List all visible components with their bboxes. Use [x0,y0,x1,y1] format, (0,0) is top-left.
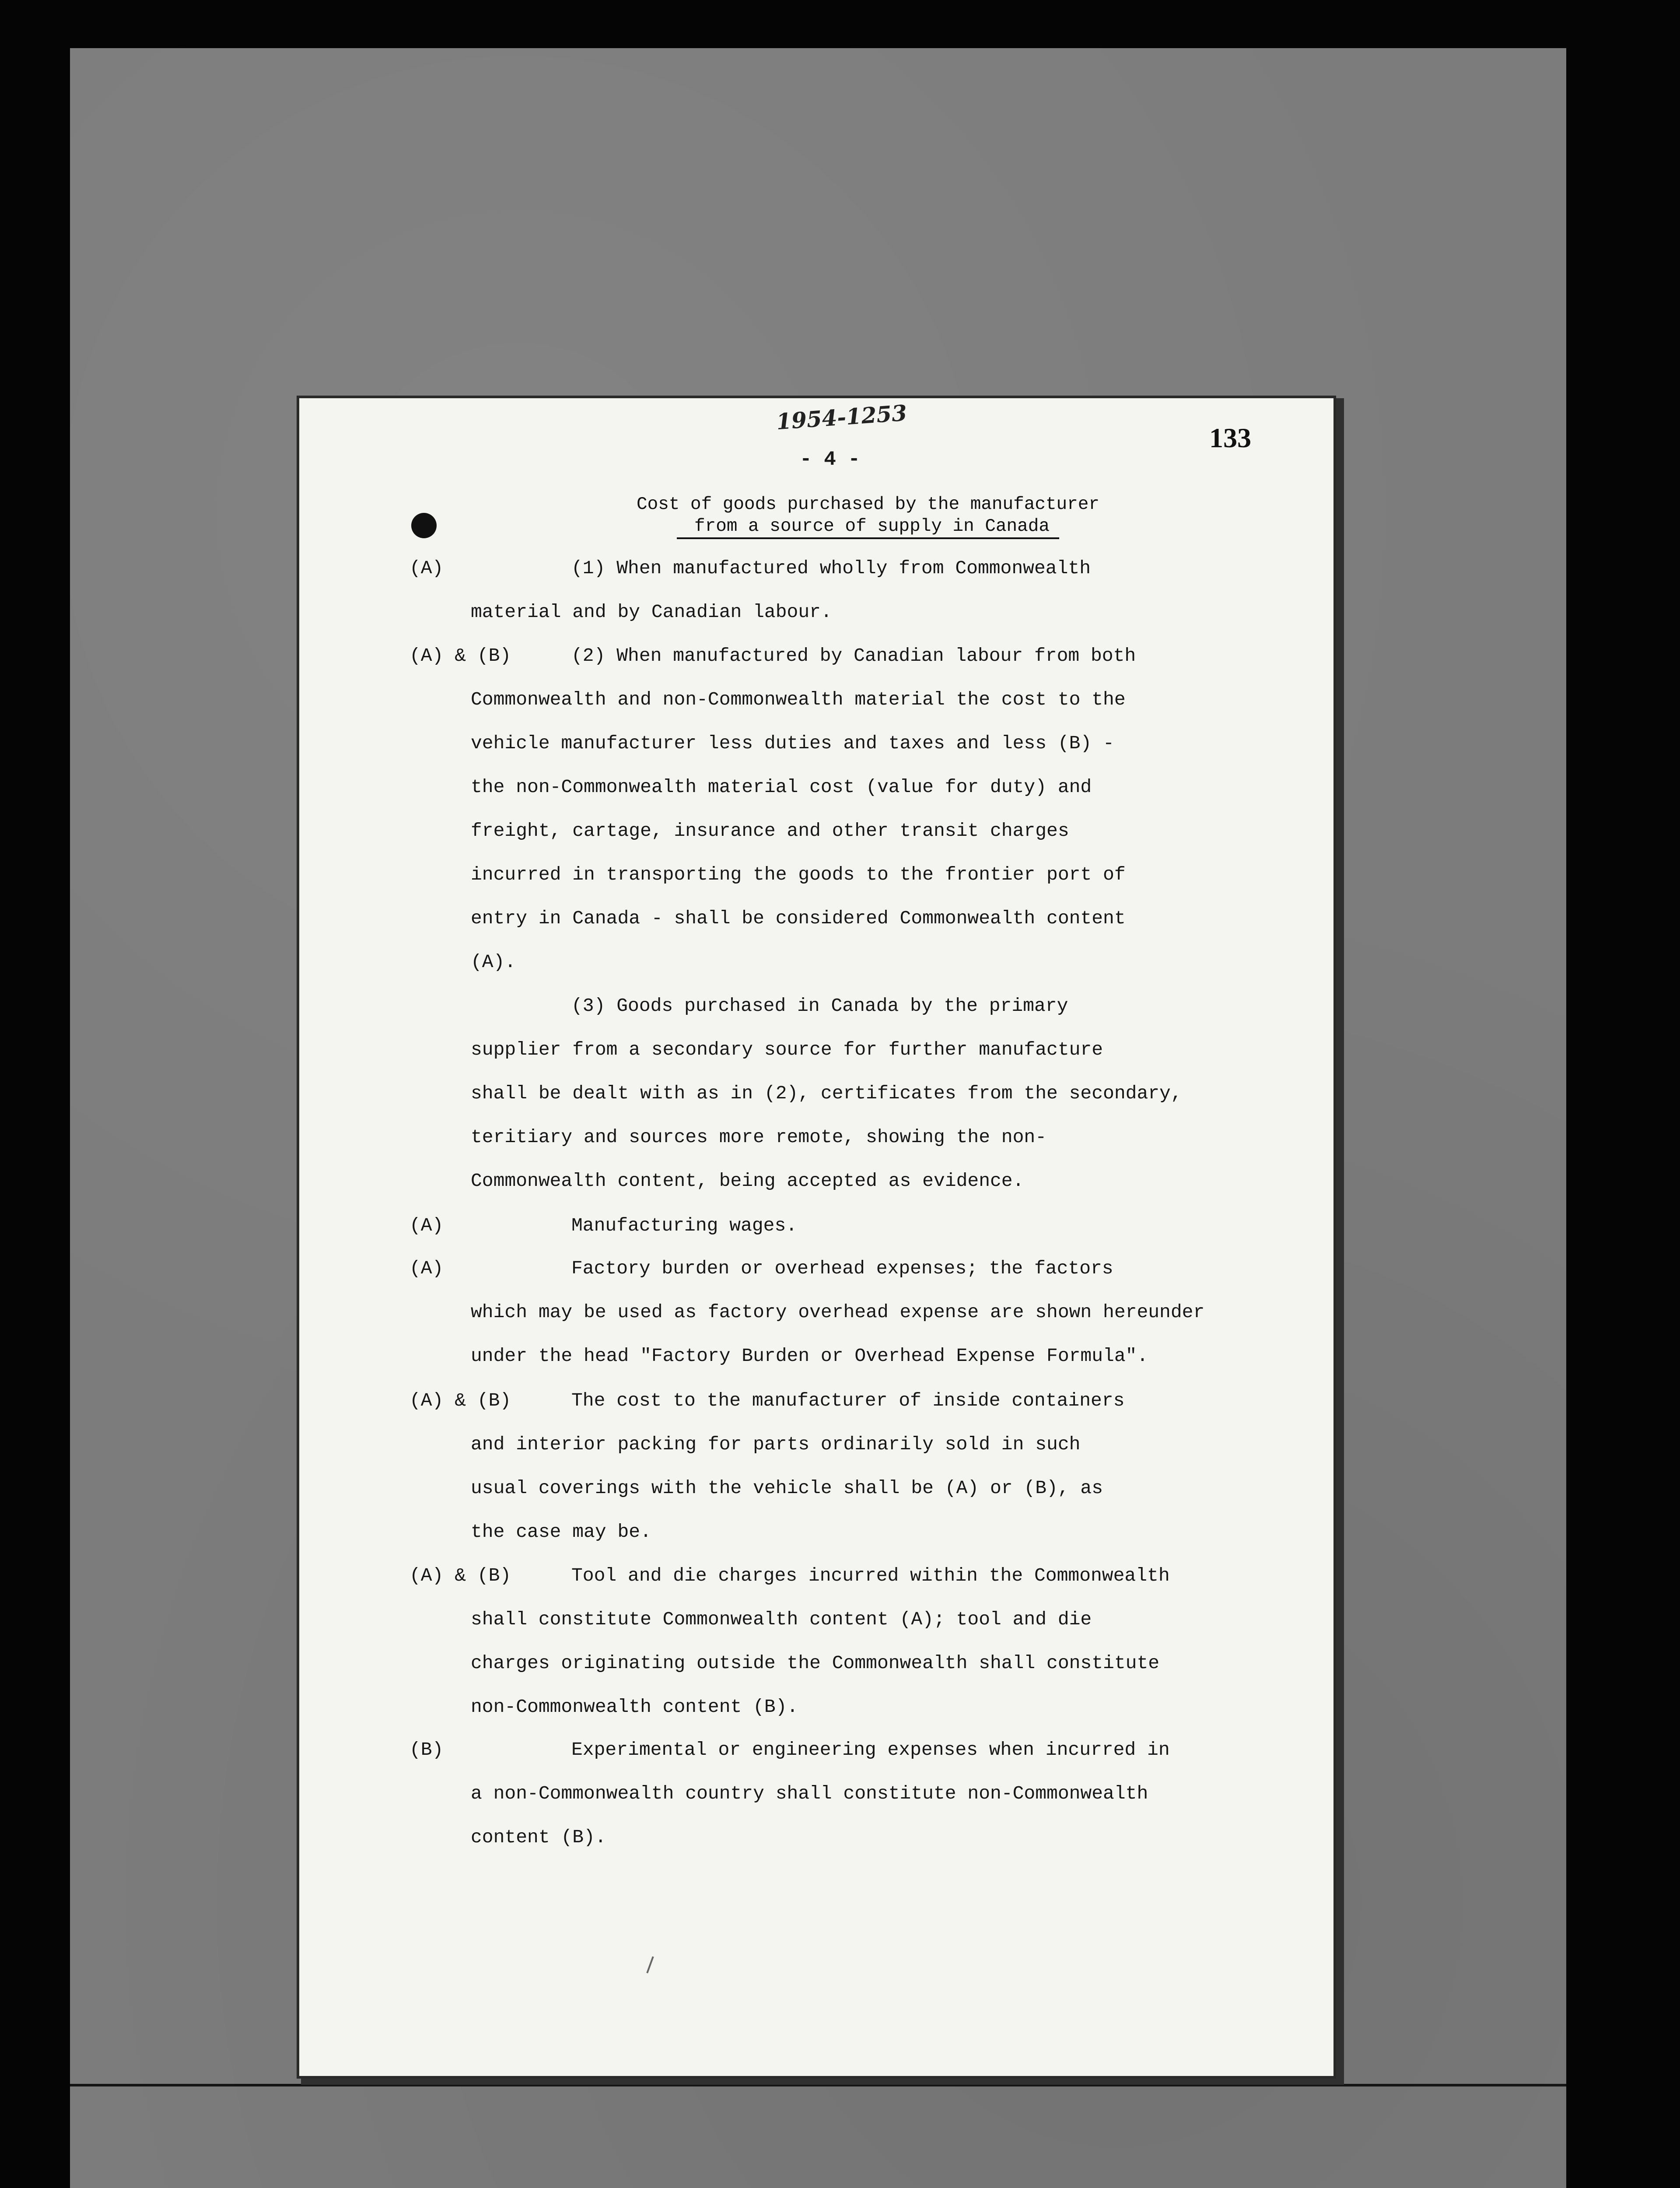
body-line: (3) Goods purchased in Canada by the primary [571,995,1068,1017]
page-number-stamp: 133 [1209,422,1251,453]
document-page [299,398,1334,2076]
section-heading [566,494,1170,539]
body-line: under the head "Factory Burden or Overhead Expense Formula". [471,1345,1148,1367]
body-line: incurred in transporting the goods to the frontier port of [471,864,1126,885]
body-line: a non-Commonwealth country shall constitute non-Commonwealth [471,1783,1148,1804]
body-line: shall be dealt with as in (2), certificates from the secondary, [471,1083,1182,1104]
pencil-mark [646,1957,654,1974]
film-band [70,2084,1566,2086]
margin-marker: (A) [410,558,444,579]
body-line: vehicle manufacturer less duties and taxes and less (B) - [471,733,1114,754]
body-line: teritiary and sources more remote, showing the non- [471,1126,1047,1148]
body-line: the case may be. [471,1521,651,1543]
margin-marker: (A) [410,1215,444,1236]
heading-line-2: from a source of supply in Canada [677,515,1059,539]
body-line: content (B). [471,1827,606,1848]
punch-hole-icon [411,513,437,538]
body-line: which may be used as factory overhead expense are shown hereunder [471,1301,1205,1323]
margin-marker: (B) [410,1739,444,1760]
page-sequence: - 4 - [800,448,861,471]
margin-marker: (A) [410,1258,444,1279]
body-line: Commonwealth and non-Commonwealth material the cost to the [471,689,1126,710]
body-line: usual coverings with the vehicle shall be (A) or (B), as [471,1477,1103,1499]
body-line: The cost to the manufacturer of inside containers [571,1390,1125,1411]
body-line: supplier from a secondary source for further manufacture [471,1039,1103,1060]
body-line: shall constitute Commonwealth content (A); tool and die [471,1609,1092,1630]
body-line: material and by Canadian labour. [471,601,832,623]
body-line: (A). [471,951,516,973]
body-line: and interior packing for parts ordinarily sold in such [471,1434,1081,1455]
body-line: entry in Canada - shall be considered Commonwealth content [471,908,1126,929]
body-line: non-Commonwealth content (B). [471,1696,798,1718]
body-line: charges originating outside the Commonwealth shall constitute [471,1652,1160,1674]
body-line: Commonwealth content, being accepted as evidence. [471,1170,1024,1192]
handwritten-reference: 1954-1253 [775,400,908,435]
body-line: the non-Commonwealth material cost (value for duty) and [471,776,1092,798]
body-line: Tool and die charges incurred within the Commonwealth [571,1565,1170,1586]
body-line: (1) When manufactured wholly from Commonwealth [571,558,1091,579]
body-line: Manufacturing wages. [571,1215,798,1236]
heading-line-1: Cost of goods purchased by the manufacturer [637,494,1099,515]
margin-marker: (A) & (B) [410,1390,511,1411]
body-line: freight, cartage, insurance and other transit charges [471,820,1069,842]
body-line: (2) When manufactured by Canadian labour from both [571,645,1136,666]
margin-marker: (A) & (B) [410,645,511,666]
body-line: Factory burden or overhead expenses; the factors [571,1258,1113,1279]
margin-marker: (A) & (B) [410,1565,511,1586]
body-line: Experimental or engineering expenses when incurred in [571,1739,1170,1760]
